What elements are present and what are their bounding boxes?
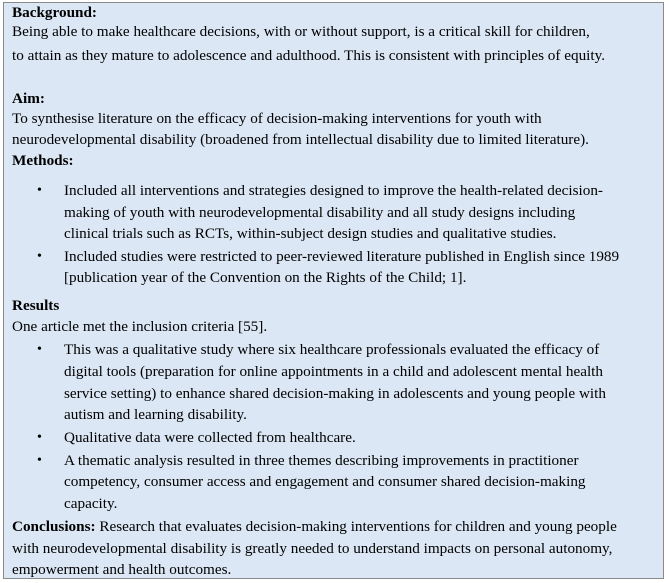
conclusions-line-2: with neurodevelopmental disability is greatly needed to understand impacts on personal autonomy, bbox=[12, 540, 613, 557]
results-intro: One article met the inclusion criteria [55]. bbox=[12, 318, 268, 335]
background-heading: Background: bbox=[12, 4, 97, 21]
conclusions-heading: Conclusions: bbox=[12, 518, 96, 535]
summary-box bbox=[3, 2, 664, 579]
background-line-2: to attain as they mature to adolescence and adulthood. This is consistent with principles of equity. bbox=[12, 47, 606, 64]
results-bullet-1-line-3: service setting) to enhance shared decision-making in adolescents and young people with bbox=[64, 385, 606, 402]
results-bullet-3-line-1: A thematic analysis resulted in three themes describing improvements in practitioner bbox=[64, 452, 579, 469]
methods-heading: Methods: bbox=[12, 152, 74, 169]
results-bullet-2-line-1: Qualitative data were collected from healthcare. bbox=[64, 429, 356, 446]
conclusions-first-line: Research that evaluates decision-making interventions for children and young people bbox=[95, 518, 617, 535]
results-bullet-1-line-1: This was a qualitative study where six healthcare professionals evaluated the efficacy of bbox=[64, 341, 600, 358]
methods-bullet-2-icon: • bbox=[37, 249, 42, 264]
results-heading: Results bbox=[12, 297, 60, 314]
aim-heading: Aim: bbox=[12, 90, 45, 107]
results-bullet-3-line-2: competency, consumer access and engagement and consumer shared decision-making bbox=[64, 473, 586, 490]
results-bullet-1-line-4: autism and learning disability. bbox=[64, 406, 247, 423]
methods-bullet-1-line-3: clinical trials such as RCTs, within-subject design studies and qualitative studies. bbox=[64, 225, 557, 242]
conclusions-line-1 bbox=[12, 518, 617, 536]
methods-bullet-2-line-2: [publication year of the Convention on the Rights of the Child; 1]. bbox=[64, 269, 467, 286]
results-bullet-1-line-2: digital tools (preparation for online appointments in a child and adolescent mental health bbox=[64, 363, 604, 380]
methods-bullet-1-line-2: making of youth with neurodevelopmental disability and all study designs including bbox=[64, 204, 576, 221]
methods-bullet-2-line-1: Included studies were restricted to peer-reviewed literature published in English since 1989 bbox=[64, 248, 620, 265]
results-bullet-3-line-3: capacity. bbox=[64, 495, 118, 512]
background-line-1: Being able to make healthcare decisions, with or without support, is a critical skill for children, bbox=[12, 23, 590, 40]
conclusions-line-3: empowerment and health outcomes. bbox=[12, 561, 232, 578]
aim-line-2: neurodevelopmental disability (broadened from intellectual disability due to limited literature). bbox=[12, 131, 589, 148]
methods-bullet-1-icon: • bbox=[37, 183, 42, 198]
methods-bullet-1-line-1: Included all interventions and strategies designed to improve the health-related decision- bbox=[64, 182, 603, 199]
results-bullet-1-icon: • bbox=[37, 342, 42, 357]
results-bullet-3-icon: • bbox=[37, 453, 42, 468]
aim-line-1: To synthesise literature on the efficacy of decision-making interventions for youth with bbox=[12, 110, 542, 127]
results-bullet-2-icon: • bbox=[37, 430, 42, 445]
